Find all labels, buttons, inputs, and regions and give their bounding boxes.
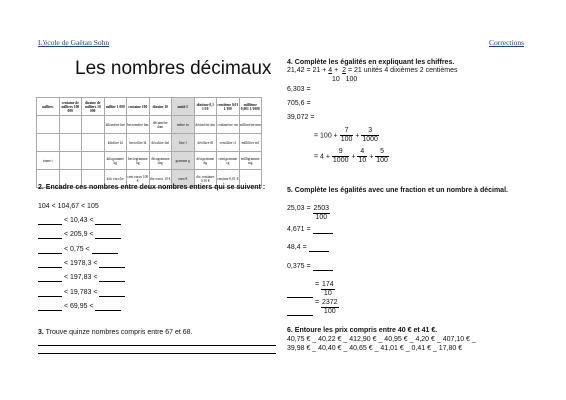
example-text: = 21 unités 4 dixièmes 2 centièmes [346,67,458,74]
fraction-denominator: 10 [358,157,367,164]
item-text: < 197,83 < [62,274,100,282]
table-cell: dizaine de milliers 10 000 [82,98,105,116]
fraction-numerator: 2 [342,67,347,74]
answer-blank[interactable] [313,226,333,234]
item-text: < 10,43 < [62,217,96,224]
fraction-numerator: 7 [340,127,354,136]
exercise-4-title: 4. Complète les égalités en expliquant les chiffres. [287,59,455,66]
school-link[interactable]: L'école de Gaëtan Sohn [38,38,110,47]
answer-blank[interactable] [313,263,333,271]
fraction [321,281,335,298]
fraction-denominator: 100 [345,76,358,83]
exercise-5-line [287,205,330,222]
exercise-5-line [287,263,333,271]
list-item [38,231,121,239]
exercise-4-denominators [332,76,357,84]
units-table [36,97,262,188]
fraction-numerator: 4 [357,148,367,157]
table-cell: millimètre mm [239,116,262,134]
table-cell: dix centimes 0,10 € [194,170,217,188]
exercise-5-title: 5. Complète les égalités avec une fraction et un nombre à décimal. [287,187,508,194]
fraction-numerator: 5 [375,148,389,157]
answer-blank[interactable] [287,290,313,298]
fraction-denominator: 100 [315,214,328,221]
fraction-numerator: 174 [321,281,334,288]
answer-line[interactable] [38,353,276,354]
item-text: < 0,75 < [62,245,92,253]
fraction [332,148,350,165]
answer-blank[interactable] [95,231,121,239]
answer-blank[interactable] [99,289,125,297]
list-item [38,217,121,225]
table-cell: euro € [172,170,195,188]
answer-blank[interactable] [99,274,125,282]
exercise-4-line: = 4 + $\frac{9}{1000}$ + $\frac{4}{10}$ + $\frac{5}{100}$ [314,148,388,164]
fraction-denominator: 100 [323,308,336,315]
fraction [357,148,367,165]
list-item [38,289,125,297]
fraction-numerator: 9 [332,148,350,157]
line-text: 0,375 = [287,263,311,270]
table-row [37,152,262,170]
table-cell: tonne t [37,152,60,170]
list-item [38,260,125,268]
table-cell: dix euros 10 € [149,170,172,188]
line-text: = 4 + [314,153,332,161]
line-text: 4,671 = [287,226,311,233]
table-cell: gramme g [172,152,195,170]
table-cell: décagramme dag [149,152,172,170]
exercise-5-line: = $\frac{2372}{100}$ [287,299,339,316]
table-cell: milligramme mg [239,152,262,170]
table-cell: mètre m [172,116,195,134]
answer-line[interactable] [38,345,276,346]
answer-blank[interactable] [38,274,62,282]
table-row [37,134,262,152]
table-cell: unité 1 [172,98,195,116]
table-cell: kilogramme kg [104,152,127,170]
fraction [313,205,331,222]
exercise-3-number: 3. [38,329,44,336]
table-cell: décilitre dl [194,134,217,152]
example-text: 21,42 = 21 + [287,67,329,74]
table-cell [82,134,105,152]
fraction [375,148,389,165]
line-text: 25,03 = [287,205,313,212]
line-text: 48,4 = [287,244,307,251]
table-cell: centaine de milliers 100 000 [59,98,82,116]
exercise-5-line [287,244,329,252]
table-cell [82,116,105,134]
exercise-4-line: 6,303 = [287,86,311,93]
answer-blank[interactable] [92,246,118,254]
table-cell: millième 0,001 1/1000 [239,98,262,116]
table-cell: millilitre ml [239,134,262,152]
answer-blank[interactable] [309,244,329,252]
table-cell [37,116,60,134]
item-text: < 1978,3 < [62,259,100,267]
exercise-4-line: 705,6 = [287,100,311,107]
answer-blank[interactable] [95,217,121,225]
fraction-numerator: 4 [328,67,333,74]
exercise-5-line: = $\frac{174}{10}$ [287,281,335,298]
table-cell: hectolitre hl [127,134,150,152]
item-text: < 205,9 < [62,231,96,239]
fraction [340,127,354,144]
line-text: = 100 + [314,132,340,140]
fraction-numerator: 2503 [313,205,330,212]
table-cell: centilitre cl [217,134,240,152]
answer-blank[interactable] [38,246,62,254]
fraction-denominator: 100 [340,136,353,143]
table-cell [59,116,82,134]
table-cell: kilomètre km [104,116,127,134]
answer-blank[interactable] [38,231,62,239]
answer-blank[interactable] [95,303,121,311]
price-list-line[interactable]: 40,75 € _ 40,22 € _ 412,90 € _ 40,95 € _ 4,20 € _ 407,10 € _ [287,336,476,343]
list-item [38,274,125,282]
exercise-4-example: 21,42 = 21 + 4 + 2 = 21 unités 4 dixièmes 2 centièmes [287,67,458,74]
table-cell: hectogramme hg [127,152,150,170]
table-cell [37,134,60,152]
answer-blank[interactable] [38,217,62,225]
item-text: < 19,783 < [62,288,100,296]
exercise-2-title: 2. Encadre ces nombres entre deux nombres entiers qui se suivent : [38,184,266,191]
table-cell: millier 1 000 [104,98,127,116]
fraction-numerator: 3 [361,127,379,136]
exercise-3-text: Trouve quinze nombres compris entre 67 et 68. [43,329,193,336]
exercise-2-example: 104 < 104,67 < 105 [38,203,99,210]
fraction-denominator: 10 [332,76,340,83]
table-cell: hectomètre hm [127,116,150,134]
answer-blank[interactable] [287,308,313,316]
list-item [38,303,121,311]
table-cell: cent euros 100 € [127,170,150,188]
table-cell: milliers [37,98,60,116]
table-cell: décimètre dm [194,116,217,134]
fraction-denominator: 100 [376,157,388,164]
fraction [321,299,339,316]
table-cell: centième 0,01 1/100 [217,98,240,116]
table-row [37,116,262,134]
table-cell: décalitre dal [149,134,172,152]
list-item [38,246,118,254]
answer-blank[interactable] [38,289,62,297]
price-list-line[interactable]: 39,98 € _ 40,40 € _ 40,65 € _ 41,01 € _ 0,41 € _ 17,80 € [287,345,463,352]
fraction-numerator: 2372 [321,299,338,306]
fraction-denominator: 1000 [332,157,349,164]
item-text: < 69,95 < [62,302,96,310]
exercise-4-line: 39,072 = [287,114,315,121]
table-cell: centimètre cm [217,116,240,134]
exercise-6-title: 6. Entoure les prix compris entre 40 € et 41 €. [287,327,438,334]
table-cell: dixième 0,1 1/10 [194,98,217,116]
fraction [361,127,379,144]
corrections-link[interactable]: Corrections [489,38,524,47]
table-cell: centime 0,01 € [217,170,240,188]
exercise-3-title [38,329,192,337]
table-cell: dizaine 10 [149,98,172,116]
page-title: Les nombres décimaux [75,58,272,79]
fraction-denominator: 10 [323,290,332,297]
answer-blank[interactable] [38,303,62,311]
table-cell: kilolitre kl [104,134,127,152]
exercise-4-line: = 100 + $\frac{7}{100}$ + $\frac{3}{1000}$ [314,127,378,143]
table-row [37,98,262,116]
exercise-5-line [287,226,333,234]
fraction-denominator: 1000 [362,136,378,143]
table-cell: décigramme dg [194,152,217,170]
table-cell: centigramme cg [217,152,240,170]
table-cell: kilo euro ke [104,170,127,188]
table-cell [59,134,82,152]
table-cell: litre l [172,134,195,152]
table-cell [59,152,82,170]
table-cell [82,152,105,170]
table-cell: décamètre dam [149,116,172,134]
answer-blank[interactable] [99,260,125,268]
table-cell: centaine 100 [127,98,150,116]
answer-blank[interactable] [38,260,62,268]
